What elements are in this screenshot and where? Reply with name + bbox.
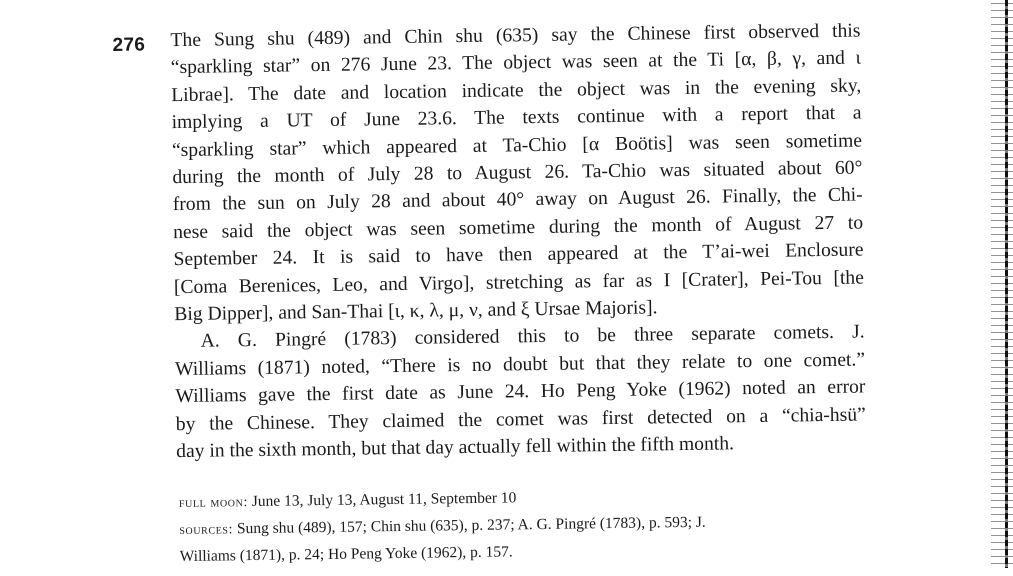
body-line: [Coma Berenices, Leo, and Virgo], stretching as far as I [Crater], Pei-Tou [the [173,267,865,298]
body-line: “sparkling star” which appeared at Ta-Chio [α Boötis] was seen sometime [171,130,863,161]
body-line: September 24. It is said to have then appeared at the T’ai-wei Enclosure [173,239,864,271]
entry-body [170,18,866,466]
sources-label: sources: [179,522,234,539]
body-line: Williams (1871) noted, “There is no doubt but that they relate to one comet.” [174,349,866,380]
body-line: The Sung shu (489) and Chin shu (635) say the Chinese first observed this [170,20,861,52]
body-line: A. G. Pingré (1783) considered this to be three separate comets. J. [200,321,865,353]
footnotes [179,480,870,570]
body-line: during the month of July 28 to August 26. Ta-Chio was situated about 60° [172,157,863,189]
body-line: Williams gave the first date as June 24. Ho Peng Yoke (1962) noted an error [175,376,866,408]
body-line: implying a UT of June 23.6. The texts continue with a report that a [171,102,862,134]
full-moon-dates: June 13, July 13, August 11, September 10 [251,489,517,511]
body-line: day in the sixth month, but that day actually fell within the fifth month. [176,433,735,463]
body-line: Librae]. The date and location indicate the object was in the evening sky, [171,75,862,106]
body-line: from the sun on July 28 and about 40° away on August 26. Finally, the Chi- [172,184,863,216]
scan-edge-noise [991,0,1013,568]
full-moon-label: full moon: [178,495,248,512]
sources-text-line1: Sung shu (489), 157; Chin shu (635), p. 237; A. G. Pingré (1783), p. 593; J. [236,513,706,538]
body-line: nese said the object was seen sometime during the month of August 27 to [173,212,864,243]
body-line: by the Chinese. They claimed the comet was first detected on a “chia-hsü” [175,404,866,435]
entry-year: 276 [112,34,146,56]
body-line: Big Dipper], and San-Thai [ι, κ, λ, μ, ν, and ξ Ursae Majoris]. [174,297,658,326]
body-line: “sparkling star” on 276 June 23. The object was seen at the Ti [α, β, γ, and ι [170,47,861,79]
page-edge-line [1005,0,1008,568]
sources-text-line2: Williams (1871), p. 24; Ho Peng Yoke (1962), p. 157. [179,543,513,566]
